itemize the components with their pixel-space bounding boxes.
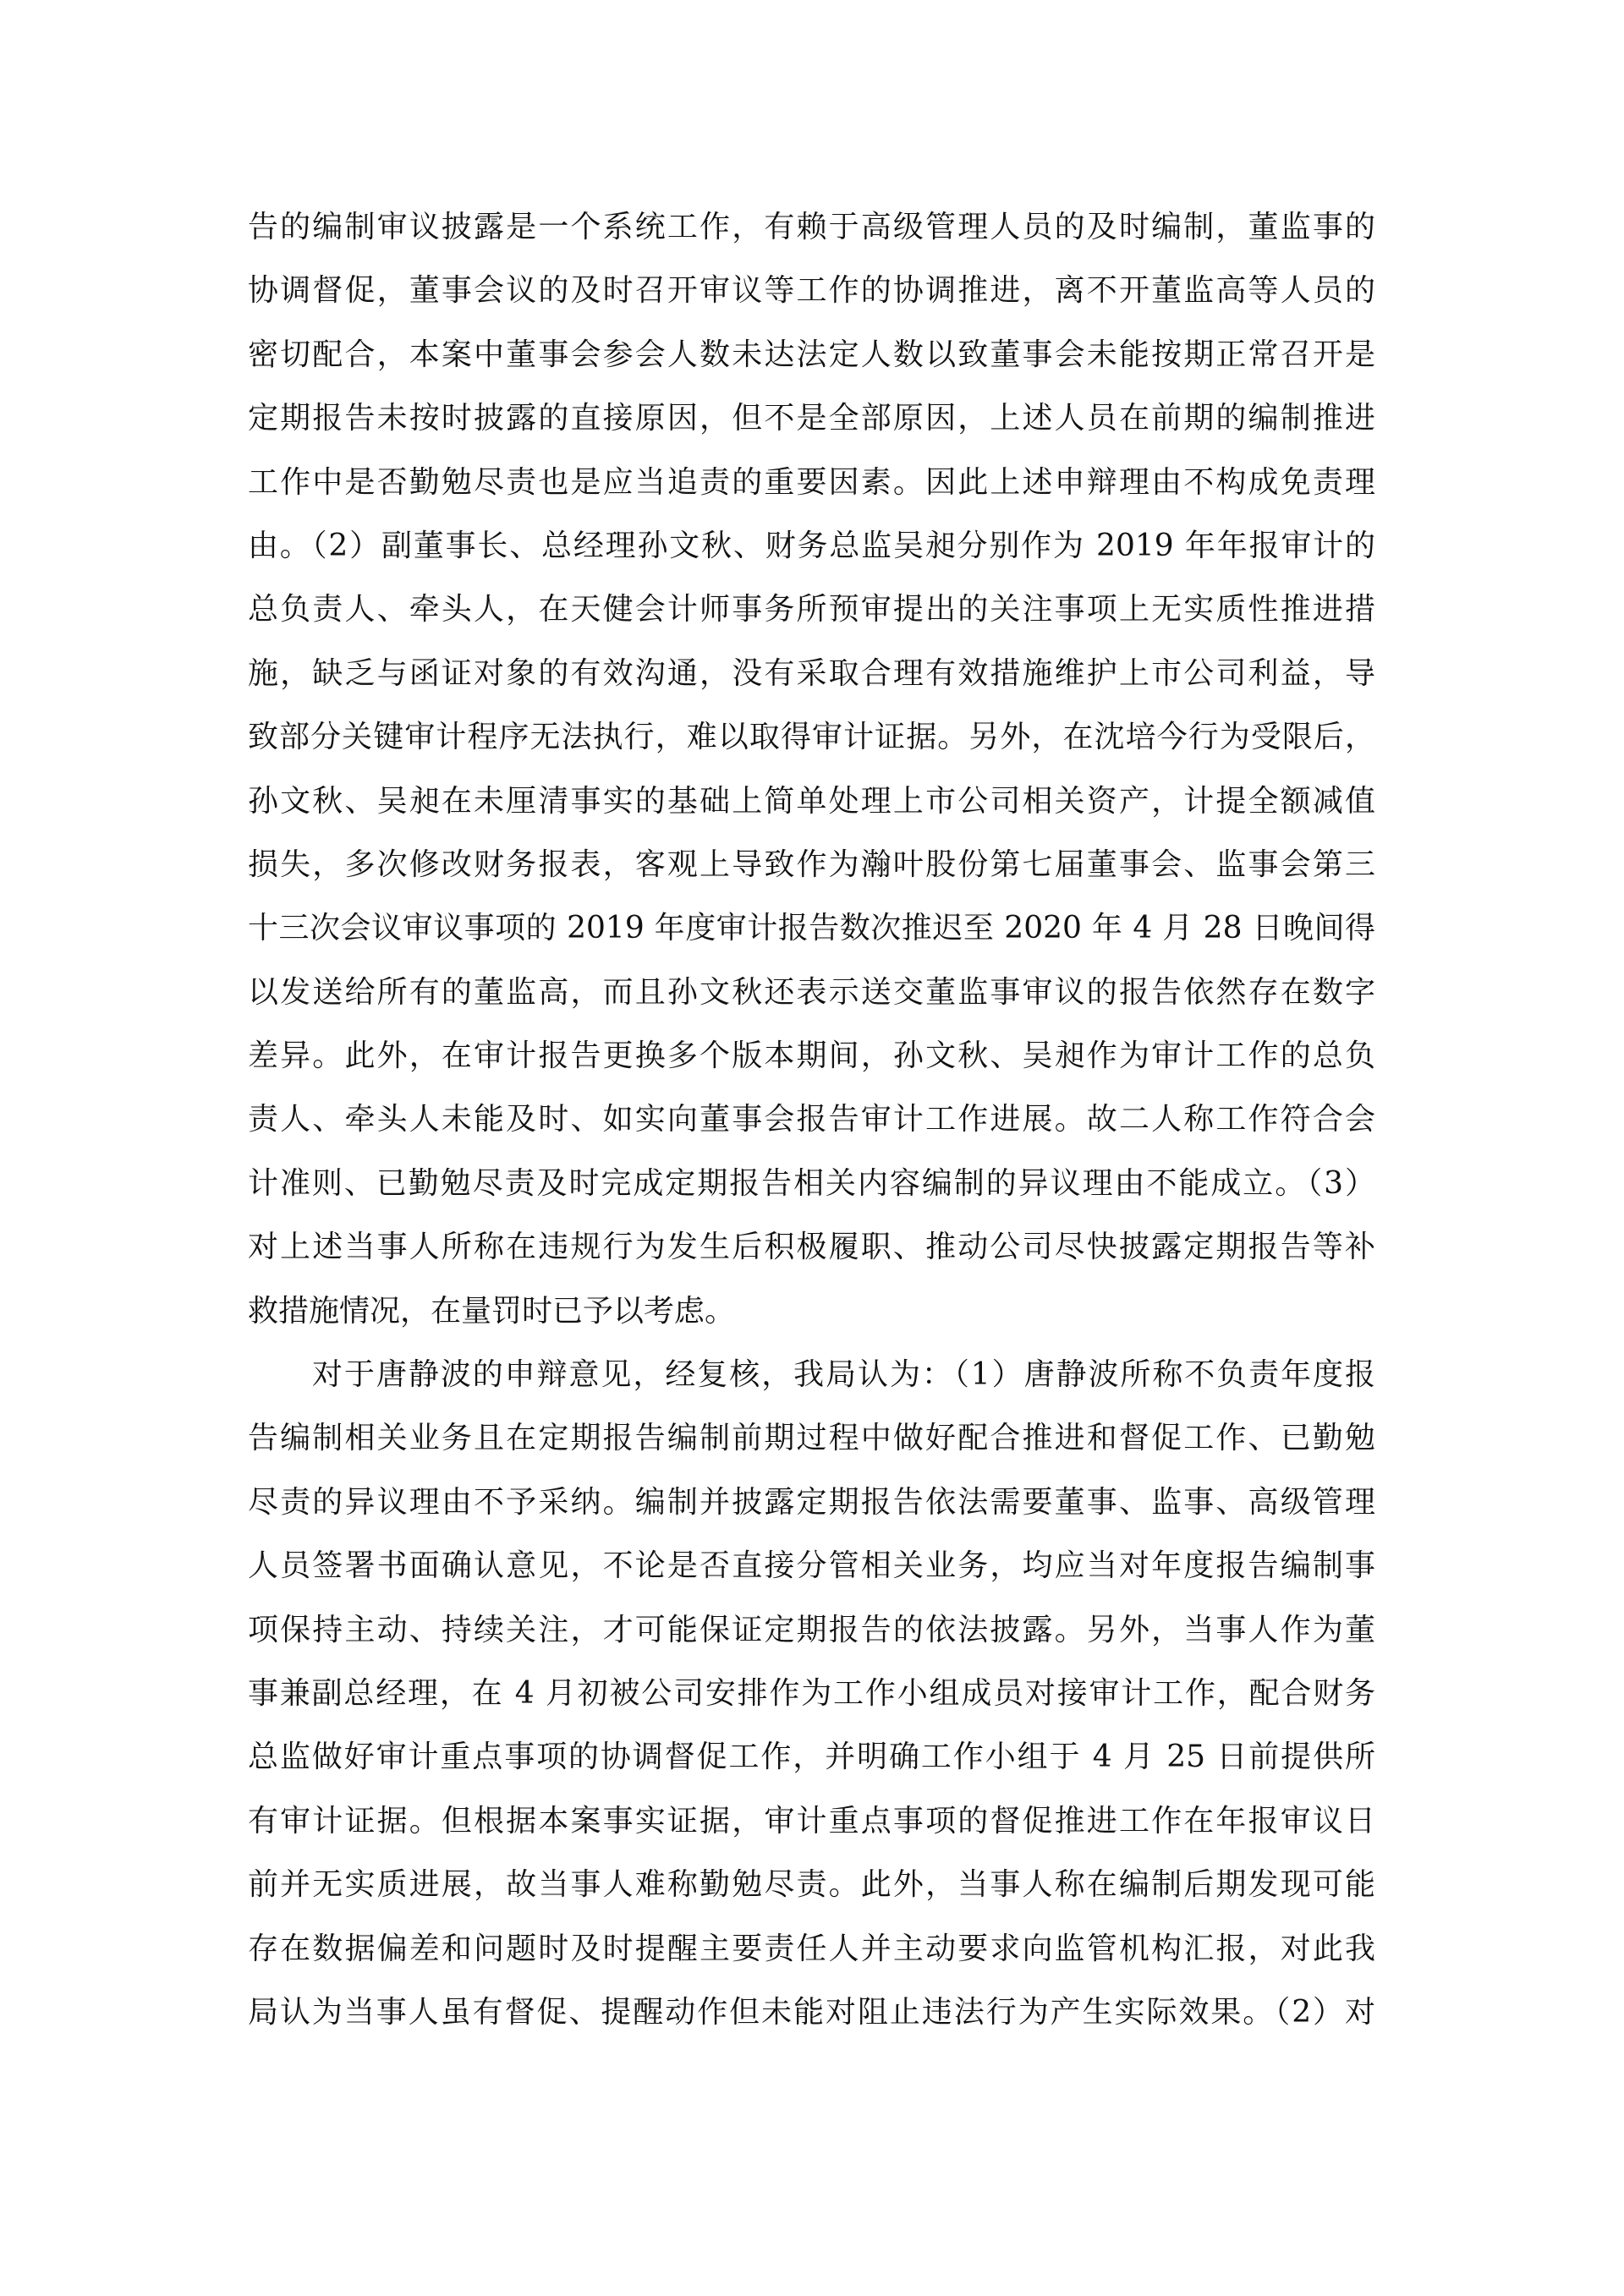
paragraph-2 (248, 1356, 1375, 2057)
text-line: 损失，多次修改财务报表，客观上导致作为瀚叶股份第七届董事会、监事会第三 (248, 847, 1375, 882)
text-line: 差异。此外，在审计报告更换多个版本期间，孙文秋、吴昶作为审计工作的总负 (248, 1038, 1375, 1074)
text-line: 对上述当事人所称在违规行为发生后积极履职、推动公司尽快披露定期报告等补 (248, 1230, 1375, 1265)
text-line: 施，缺乏与函证对象的有效沟通，没有采取合理有效措施维护上市公司利益，导 (248, 655, 1375, 691)
text-line: 局认为当事人虽有督促、提醒动作但未能对阻止违法行为产生实际效果。（2）对 (248, 1994, 1375, 2030)
document-body (248, 208, 1375, 2057)
text-line: 工作中是否勤勉尽责也是应当追责的重要因素。因此上述申辩理由不构成免责理 (248, 464, 1375, 500)
text-line: 事兼副总经理，在 4 月初被公司安排作为工作小组成员对接审计工作，配合财务 (248, 1675, 1375, 1711)
text-line: 前并无实质进展，故当事人难称勤勉尽责。此外，当事人称在编制后期发现可能 (248, 1867, 1375, 1903)
text-line: 责人、牵头人未能及时、如实向董事会报告审计工作进展。故二人称工作符合会 (248, 1102, 1375, 1137)
text-line: 救措施情况，在量罚时已予以考虑。 (248, 1293, 736, 1329)
text-line: 协调督促，董事会议的及时召开审议等工作的协调推进，离不开董监高等人员的 (248, 273, 1375, 309)
text-line: 总负责人、牵头人，在天健会计师事务所预审提出的关注事项上无实质性推进措 (248, 592, 1375, 627)
text-line: 孙文秋、吴昶在未厘清事实的基础上简单处理上市公司相关资产，计提全额减值 (248, 783, 1375, 819)
text-line: 密切配合，本案中董事会参会人数未达法定人数以致董事会未能按期正常召开是 (248, 337, 1375, 372)
text-line: 由。（2）副董事长、总经理孙文秋、财务总监吴昶分别作为 2019 年年报审计的 (248, 528, 1375, 563)
text-line: 以发送给所有的董监高，而且孙文秋还表示送交董监事审议的报告依然存在数字 (248, 974, 1375, 1010)
text-line: 定期报告未按时披露的直接原因，但不是全部原因，上述人员在前期的编制推进 (248, 401, 1375, 436)
text-line: 告的编制审议披露是一个系统工作，有赖于高级管理人员的及时编制，董监事的 (248, 210, 1375, 244)
text-line: 存在数据偏差和问题时及时提醒主要责任人并主动要求向监管机构汇报，对此我 (248, 1931, 1375, 1966)
text-line: 对于唐静波的申辩意见，经复核，我局认为：（1）唐静波所称不负责年度报 (312, 1357, 1375, 1393)
text-line: 人员签署书面确认意见，不论是否直接分管相关业务，均应当对年度报告编制事 (248, 1548, 1375, 1584)
text-line: 致部分关键审计程序无法执行，难以取得审计证据。另外，在沈培今行为受限后， (248, 720, 1375, 755)
paragraph-1 (248, 208, 1375, 1356)
text-line: 项保持主动、持续关注，才可能保证定期报告的依法披露。另外，当事人作为董 (248, 1612, 1375, 1647)
text-line: 总监做好审计重点事项的协调督促工作，并明确工作小组于 4 月 25 日前提供所 (248, 1740, 1375, 1775)
text-line: 告编制相关业务且在定期报告编制前期过程中做好配合推进和督促工作、已勤勉 (248, 1421, 1375, 1456)
text-line: 有审计证据。但根据本案事实证据，审计重点事项的督促推进工作在年报审议日 (248, 1803, 1375, 1838)
text-line: 计准则、已勤勉尽责及时完成定期报告相关内容编制的异议理由不能成立。（3） (248, 1165, 1375, 1201)
text-line: 十三次会议审议事项的 2019 年度审计报告数次推迟至 2020 年 4 月 28 日晚间得 (248, 911, 1375, 946)
text-line: 尽责的异议理由不予采纳。编制并披露定期报告依法需要董事、监事、高级管理 (248, 1484, 1375, 1520)
